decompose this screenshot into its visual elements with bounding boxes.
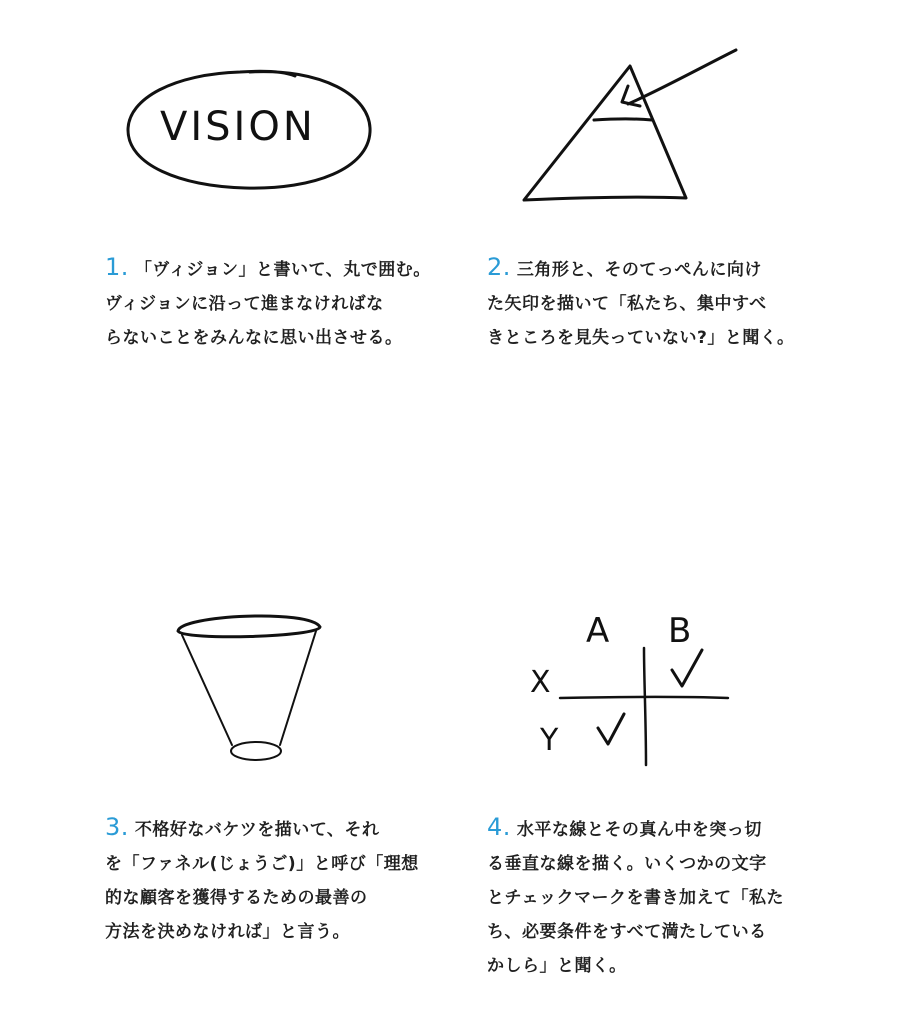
step-4-line-3: とチェックマークを書き加えて「私た <box>487 888 784 908</box>
quadrant-sketch <box>520 600 740 770</box>
step-1-caption <box>105 250 431 355</box>
step-1-line-2: ヴィジョンに沿って進まなければな <box>105 294 384 314</box>
triangle-arrow-sketch <box>510 40 750 220</box>
vision-sketch-text: VISION <box>160 104 316 150</box>
step-4-caption <box>487 810 784 983</box>
vision-ellipse-sketch <box>120 60 380 200</box>
step-2-line-1: 三角形と、そのてっぺんに向け <box>516 260 762 280</box>
step-1-line-1: 「ヴィジョン」と書いて、丸で囲む。 <box>134 260 431 280</box>
step-3-line-2: を「ファネル(じょうご)」と呼び「理想 <box>105 854 419 874</box>
funnel-sketch <box>170 605 330 775</box>
step-4-number: 4. <box>487 813 511 841</box>
step-4-line-2: る垂直な線を描く。いくつかの文字 <box>487 854 767 874</box>
step-1-line-3: らないことをみんなに思い出させる。 <box>105 328 403 348</box>
step-3-line-3: 的な顧客を獲得するための最善の <box>105 888 368 908</box>
label-x: X <box>530 665 551 700</box>
label-a: A <box>586 611 610 651</box>
step-2-caption <box>487 250 795 355</box>
step-3-line-1: 不格好なバケツを描いて、それ <box>134 820 380 840</box>
step-3-caption <box>105 810 419 949</box>
step-2-number: 2. <box>487 253 511 281</box>
label-b: B <box>668 611 692 651</box>
step-4-line-5: かしら」と聞く。 <box>487 956 627 976</box>
step-2-line-3: きところを見失っていない?」と聞く。 <box>487 328 795 348</box>
step-3-number: 3. <box>105 813 129 841</box>
step-3-line-4: 方法を決めなければ」と言う。 <box>105 922 350 942</box>
step-1-number: 1. <box>105 253 129 281</box>
label-y: Y <box>540 723 559 758</box>
step-4-line-1: 水平な線とその真ん中を突っ切 <box>516 820 762 840</box>
step-2-line-2: た矢印を描いて「私たち、集中すべ <box>487 294 767 314</box>
step-4-line-4: ち、必要条件をすべて満たしている <box>487 922 767 942</box>
